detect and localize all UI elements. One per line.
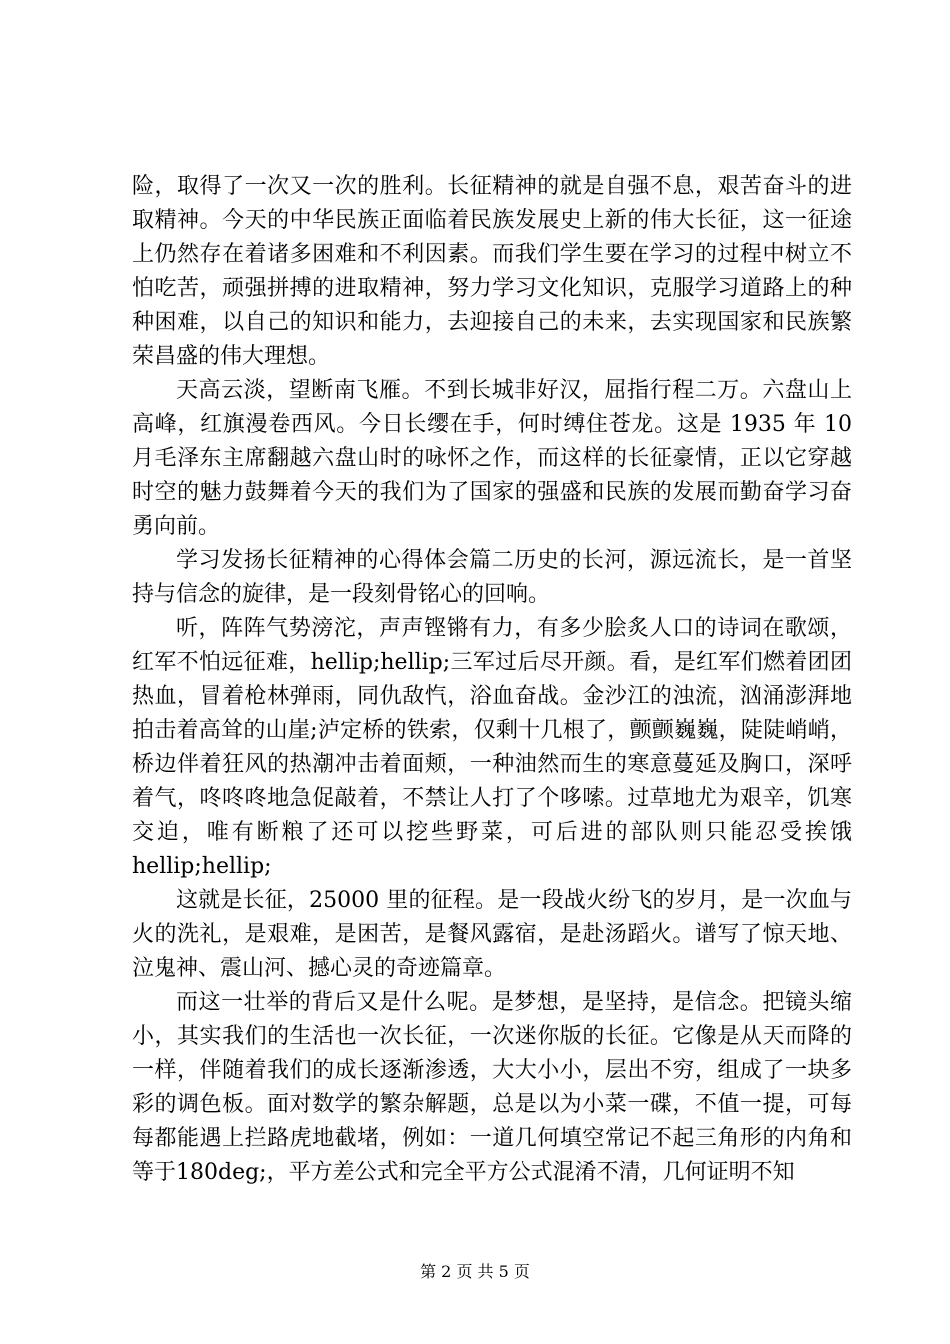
document-body <box>132 170 852 1190</box>
page-number-footer: 第 2 页 共 5 页 <box>420 1262 530 1281</box>
paragraph-2: 天高云淡，望断南飞雁。不到长城非好汉，屈指行程二万。六盘山上高峰，红旗漫卷西风。今日长缨在手，何时缚住苍龙。这是 1935 年 10 月毛泽东主席翻越六盘山时的咏怀之作，而这样的长征豪情，正以它穿越时空的魅力鼓舞着今天的我们为了国家的强盛和民族的发展而勤奋学习奋勇向前。 <box>132 378 852 539</box>
paragraph-1: 险，取得了一次又一次的胜利。长征精神的就是自强不息，艰苦奋斗的进取精神。今天的中华民族正面临着民族发展史上新的伟大长征，这一征途上仍然存在着诸多困难和不利因素。而我们学生要在学习的过程中树立不怕吃苦，顽强拼搏的进取精神，努力学习文化知识，克服学习道路上的种种困难，以自己的知识和能力，去迎接自己的未来，去实现国家和民族繁荣昌盛的伟大理想。 <box>132 174 852 369</box>
paragraph-4: 听，阵阵气势滂沱，声声铿锵有力，有多少脍炙人口的诗词在歌颂，红军不怕远征难，hellip;hellip;三军过后尽开颜。看，是红军们燃着团团热血，冒着枪林弹雨，同仇敌忾，浴血奋战。金沙江的浊流，汹涌澎湃地拍击着高耸的山崖;泸定桥的铁索，仅剩十几根了，颤颤巍巍，陡陡峭峭，桥边伴着狂风的热潮冲击着面颊，一种油然而生的寒意蔓延及胸口，深呼着气，咚咚咚地急促敲着，不禁让人打了个哆嗦。过草地尤为艰辛，饥寒交迫，唯有断粮了还可以挖些野菜，可后进的部队则只能忍受挨饿hellip;hellip; <box>132 616 852 879</box>
paragraph-5: 这就是长征，25000 里的征程。是一段战火纷飞的岁月，是一次血与火的洗礼，是艰难，是困苦，是餐风露宿，是赴汤蹈火。谱写了惊天地、泣鬼神、震山河、撼心灵的奇迹篇章。 <box>132 888 852 981</box>
paragraph-6: 而这一壮举的背后又是什么呢。是梦想，是坚持，是信念。把镜头缩小，其实我们的生活也一次长征，一次迷你版的长征。它像是从天而降的一样，伴随着我们的成长逐渐渗透，大大小小，层出不穷，组成了一块多彩的调色板。面对数学的繁杂解题，总是以为小菜一碟，不值一提，可每每都能遇上拦路虎地截堵，例如：一道几何填空常记不起三角形的内角和等于180deg;，平方差公式和完全平方公式混淆不清，几何证明不知 <box>132 990 852 1185</box>
paragraph-3: 学习发扬长征精神的心得体会篇二历史的长河，源远流长，是一首坚持与信念的旋律，是一段刻骨铭心的回响。 <box>132 548 852 607</box>
